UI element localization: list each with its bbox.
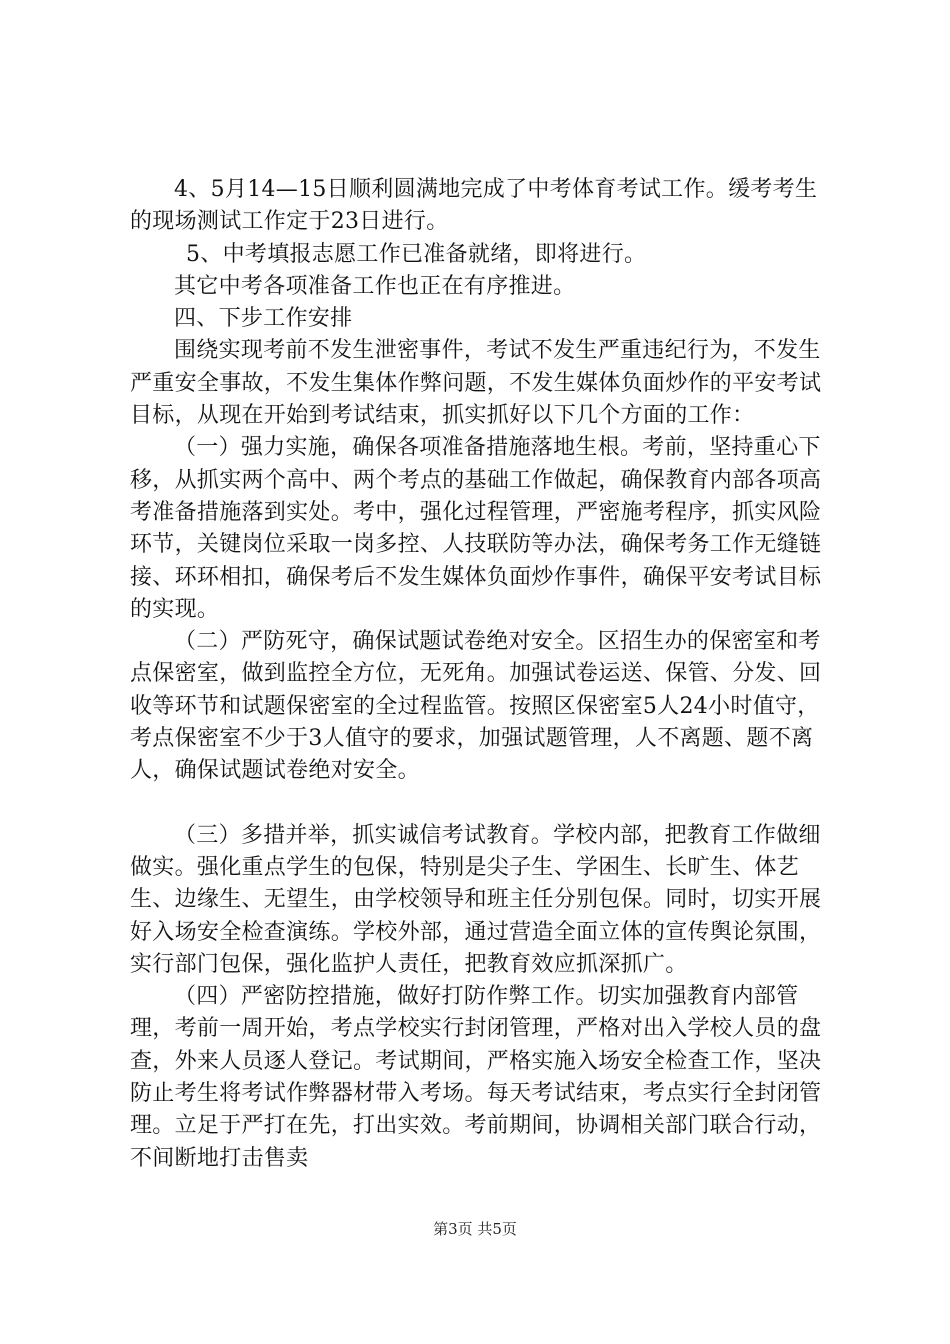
paragraph-item-3: （三）多措并举，抓实诚信考试教育。学校内部，把教育工作做细做实。强化重点学生的包保，特别是尖子生、学困生、长旷生、体艺生、边缘生、无望生，由学校领导和班主任分别包保。同时，切实开展好入场安全检查演练。学校外部，通过营造全面立体的宣传舆论氛围，实行部门包保，强化监护人责任，把教育效应抓深抓广。 <box>130 822 822 977</box>
paragraph-goals: 围绕实现考前不发生泄密事件，考试不发生严重违纪行为，不发生严重安全事故，不发生集体作弊问题，不发生媒体负面炒作的平安考试目标，从现在开始到考试结束，抓实抓好以下几个方面的工作： <box>130 338 822 429</box>
paragraph-item-2: （二）严防死守，确保试题试卷绝对安全。区招生办的保密室和考点保密室，做到监控全方位，无死角。加强试卷运送、保管、分发、回收等环节和试题保密室的全过程监管。按照区保密室5人24小时值守，考点保密室不少于3人值守的要求，加强试题管理，人不离题、题不离人，确保试题试卷绝对安全。 <box>130 629 822 784</box>
paragraph-application: 5、中考填报志愿工作已准备就绪，即将进行。 <box>186 241 647 267</box>
paragraph-item-4: （四）严密防控措施，做好打防作弊工作。切实加强教育内部管理，考前一周开始，考点学校实行封闭管理，严格对出入学校人员的盘查，外来人员逐人登记。考试期间，严格实施入场安全检查工作，坚决防止考生将考试作弊器材带入考场。每天考试结束，考点实行全封闭管理。立足于严打在先，打出实效。考前期间，协调相关部门联合行动，不间断地打击售卖 <box>130 984 822 1171</box>
page-number-footer: 第3页 共5页 <box>433 1220 517 1238</box>
paragraph-item-1: （一）强力实施，确保各项准备措施落地生根。考前，坚持重心下移，从抓实两个高中、两个考点的基础工作做起，确保教育内部各项高考准备措施落到实处。考中，强化过程管理，严密施考程序，抓实风险环节，关键岗位采取一岗多控、人技联防等办法，确保考务工作无缝链接、环环相扣，确保考后不发生媒体负面炒作事件，确保平安考试目标的实现。 <box>130 435 822 622</box>
paragraph-pe-exam: 4、5月14—15日顺利圆满地完成了中考体育考试工作。缓考考生的现场测试工作定于23日进行。 <box>130 177 818 235</box>
paragraph-other-prep: 其它中考各项准备工作也正在有序推进。 <box>174 273 576 299</box>
blank-line <box>130 788 830 820</box>
document-body <box>130 174 830 1175</box>
section-heading-next-steps: 四、下步工作安排 <box>174 306 353 332</box>
